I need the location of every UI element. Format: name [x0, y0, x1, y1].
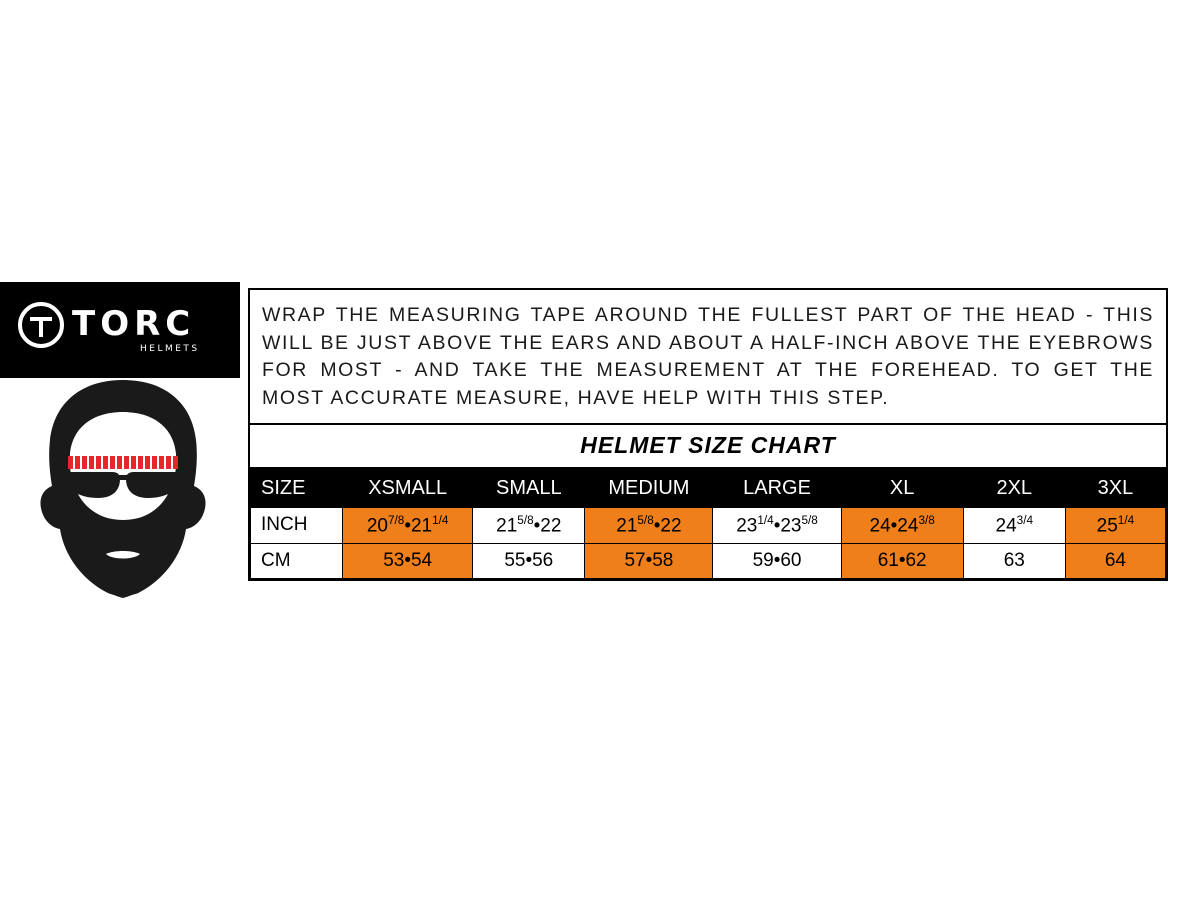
torc-circle-t-icon [18, 302, 64, 348]
cell-cm-medium: 57•58 [585, 544, 713, 579]
value: 23 [736, 515, 758, 537]
value2: 21 [410, 515, 433, 537]
header-small: SMALL [473, 469, 585, 507]
fraction: 1/4 [1117, 513, 1135, 527]
torc-logo [0, 282, 240, 378]
logo-wordmark: TORC [72, 304, 196, 344]
fraction: 5/8 [637, 513, 654, 527]
fraction2: 1/4 [432, 513, 449, 527]
header-xl: XL [841, 469, 963, 507]
cell-inch-2xl [963, 507, 1065, 543]
measuring-instructions: WRAP THE MEASURING TAPE AROUND THE FULLEST PART OF THE HEAD - THIS WILL BE JUST ABOVE THE EARS AND ABOUT A HALF-INCH ABOVE THE EYEBROWS FOR MOST - AND TAKE THE MEASUREMENT AT THE FOREHEAD. TO GET THE MOST ACCURATE MEASURE, HAVE HELP WITH THIS STEP. [250, 290, 1166, 425]
cell-cm-xsmall: 53•54 [343, 544, 473, 579]
cell-inch-small [473, 507, 585, 543]
header-xsmall: XSMALL [343, 469, 473, 507]
value: 20 [366, 515, 388, 537]
bearded-head-illustration [28, 378, 218, 608]
separator: • [533, 515, 541, 537]
cell-cm-small: 55•56 [473, 544, 585, 579]
value2: 22 [540, 515, 562, 537]
header-large: LARGE [713, 469, 841, 507]
table-header-row [251, 469, 1166, 507]
value2: 22 [660, 515, 682, 537]
cell-cm-large: 59•60 [713, 544, 841, 579]
value: 21 [496, 515, 518, 537]
value: 21 [616, 515, 638, 537]
cell-cm-xl: 61•62 [841, 544, 963, 579]
value: 24 [995, 515, 1017, 537]
separator: • [890, 515, 898, 537]
header-2xl: 2XL [963, 469, 1065, 507]
separator: • [773, 515, 781, 537]
measuring-tape-band [68, 456, 178, 469]
value: 24 [869, 515, 891, 537]
cell-inch-xsmall [343, 507, 473, 543]
chart-title: HELMET SIZE CHART [250, 425, 1166, 469]
header-size: SIZE [251, 469, 343, 507]
fraction2: 3/8 [918, 513, 935, 527]
cell-inch-3xl [1065, 507, 1165, 543]
fraction: 1/4 [757, 513, 774, 527]
value2: 23 [780, 515, 802, 537]
fraction: 3/4 [1016, 513, 1034, 527]
separator: • [404, 515, 411, 537]
cell-cm-2xl: 63 [963, 544, 1065, 579]
value: 25 [1096, 515, 1118, 537]
separator: • [653, 515, 661, 537]
header-3xl: 3XL [1065, 469, 1165, 507]
fraction2: 5/8 [801, 513, 818, 527]
cell-inch-medium [585, 507, 713, 543]
value2: 24 [897, 515, 919, 537]
helmet-size-table [250, 469, 1166, 579]
fraction: 5/8 [517, 513, 534, 527]
table-row-inch [251, 507, 1166, 543]
fraction: 7/8 [387, 513, 405, 527]
brand-and-illustration [0, 282, 240, 378]
row-label-inch: INCH [251, 507, 343, 543]
row-label-cm: CM [251, 544, 343, 579]
logo-subtext: HELMETS [140, 344, 200, 354]
header-medium: MEDIUM [585, 469, 713, 507]
cell-cm-3xl: 64 [1065, 544, 1165, 579]
size-chart-panel [248, 288, 1168, 581]
cell-inch-large [713, 507, 841, 543]
table-row-cm [251, 544, 1166, 579]
cell-inch-xl [841, 507, 963, 543]
